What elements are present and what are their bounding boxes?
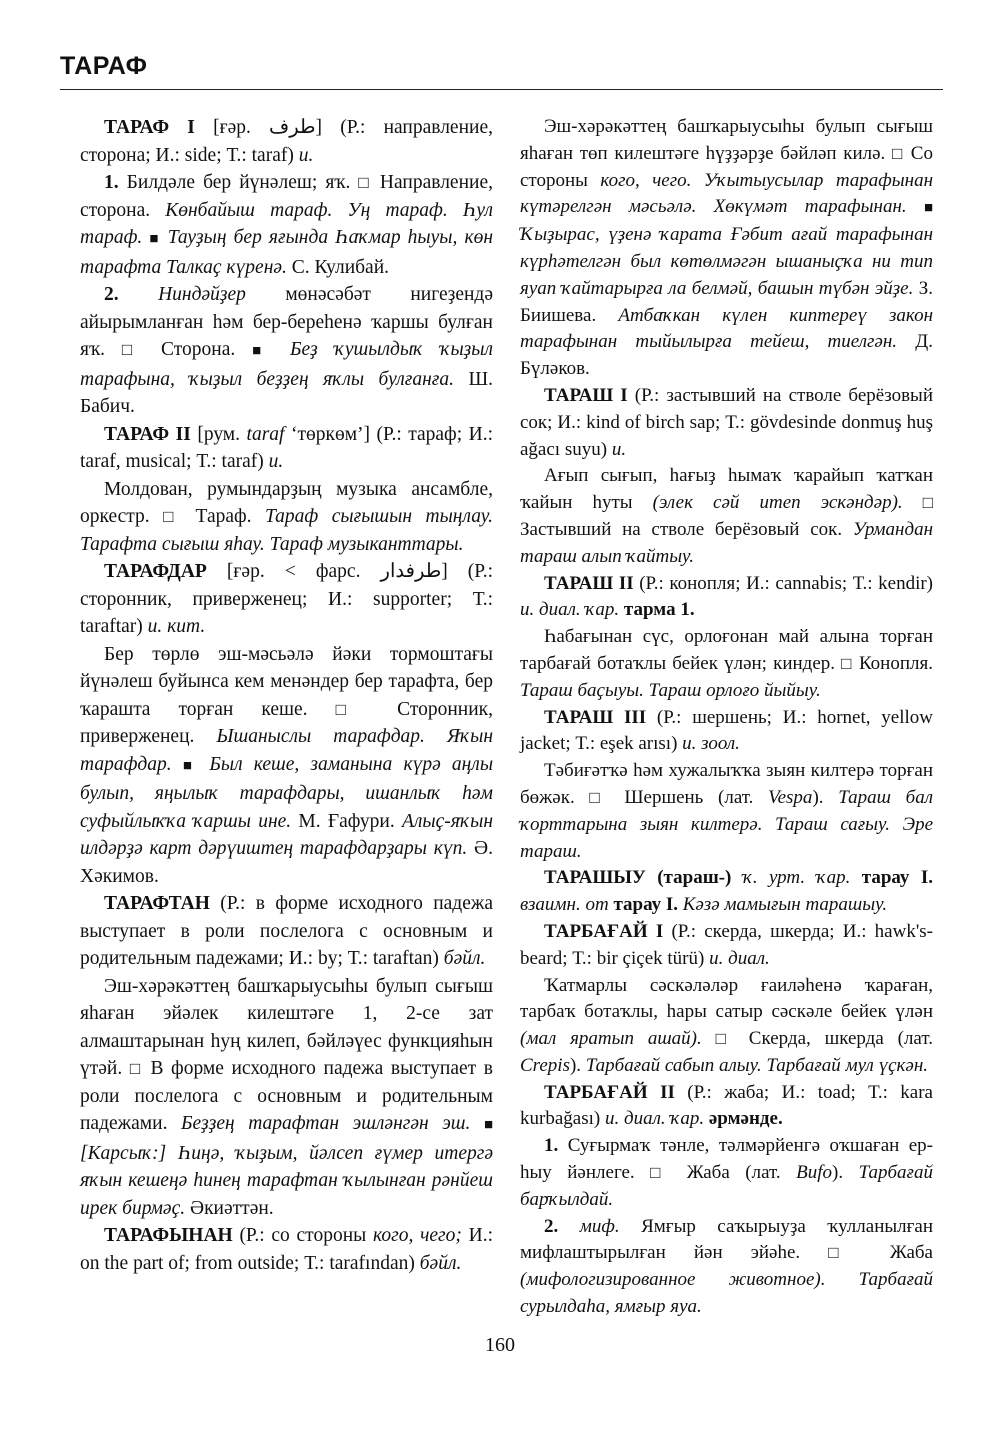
- entry-paragraph: [520, 571, 933, 625]
- header-rule: [60, 89, 943, 90]
- entry-paragraph: [520, 463, 933, 570]
- bold-term: ТАРАФ I: [104, 117, 195, 138]
- italic-text: и.: [268, 451, 284, 472]
- text-run: Ш. Бабич.: [80, 368, 493, 417]
- translation-square-icon: □: [358, 173, 372, 192]
- translation-square-icon: □: [589, 787, 610, 807]
- translation-square-icon: □: [828, 1243, 862, 1263]
- text-run: Ҡатмарлы сәскәләләр ғаиләһенә ҡараған, тарбаҡ ботаҡлы, һары сатыр сәскәле бейек үлән: [520, 974, 933, 1023]
- page-number: 160: [485, 1334, 515, 1356]
- bold-term: ТАРАШ II: [544, 572, 634, 594]
- bold-term: ТАРАФЫНАН: [104, 1225, 233, 1246]
- text-run: В форме исходного падежа выступает в роли послелога с основным и родительным падежами.: [80, 1058, 493, 1134]
- text-run: ).: [832, 1162, 859, 1184]
- entry-paragraph: [80, 114, 493, 169]
- text-run: (Р.: со стороны: [232, 1225, 373, 1246]
- text-run: Сторона.: [144, 339, 253, 360]
- italic-text: Тараш баҫыуы. Тараш орлоғо йыйыу.: [520, 679, 821, 701]
- bold-term: ТАРАФ II: [104, 423, 191, 445]
- text-run: [470, 1113, 484, 1134]
- entry-paragraph: [520, 383, 933, 463]
- text-run: Тараф.: [182, 506, 266, 527]
- text-run: طرف: [269, 117, 316, 138]
- italic-text: Алыҫ-яҡын илдәрҙә карт дәрүиштең тарафдарҙары күп.: [80, 810, 493, 859]
- text-run: Билдәле бер йүнәлеш; яҡ.: [118, 172, 359, 193]
- entry-paragraph: [520, 1080, 933, 1134]
- entry-paragraph: [520, 973, 933, 1080]
- italic-text: Vespa: [768, 786, 813, 808]
- translation-square-icon: □: [129, 1059, 143, 1078]
- entry-paragraph: [520, 1214, 933, 1321]
- italic-text: кого, чего;: [372, 1225, 462, 1246]
- italic-text: и.: [611, 438, 627, 460]
- italic-text: Тарбағай сабып алыу. Тарбағай мул үҫкән.: [585, 1054, 929, 1076]
- text-run: (Р.: конопля; И.: cannabis; Т.: kendir): [633, 572, 934, 594]
- bold-term: ТАРАШЫУ (тараш-): [544, 867, 732, 889]
- text-run: [907, 196, 924, 217]
- bold-term: ТАРАШ III: [544, 706, 647, 728]
- text-run: [850, 867, 861, 888]
- translation-square-icon: □: [891, 143, 905, 163]
- text-run: И.: on the part of; from outside; Т.: tarafından): [80, 1225, 494, 1274]
- text-run: Һабағынан сүс, орлоғонан май алына торған тарбағай ботаҡлы бейек үлән; киндер.: [520, 626, 933, 674]
- bold-term: ТАРАФДАР: [104, 561, 207, 582]
- text-run: ).: [812, 786, 839, 808]
- bold-term: ТАРАШ I: [544, 384, 628, 406]
- italic-text: Тауҙың бер яғында Һаҡмар һыуы, көн тарафта Талкаҫ күренә.: [80, 227, 494, 278]
- text-run: [903, 492, 923, 513]
- text-run: ] (Р.: сторонник, приверженец; И.: supporter; Т.: taraftar): [80, 561, 493, 637]
- italic-text: Был кеше, заманына күрә аңлы булып, яңылыҡ тарафдары, ишанлыҡ һәм суфыйлыҡҡа ҡаршы ине.: [80, 753, 494, 832]
- translation-square-icon: □: [715, 1029, 735, 1049]
- italic-text: Тарбағай сурылдаһа, ямғыр яуа.: [520, 1269, 933, 1318]
- text-run: [ғәр. < фарс.: [206, 561, 381, 582]
- running-head: ТАРАФ: [60, 52, 148, 80]
- text-run: З. Биишева.: [520, 277, 933, 326]
- text-run: [ғәр.: [194, 117, 270, 138]
- translation-square-icon: □: [335, 699, 370, 719]
- italic-text: Атбаҡкан күлен киптереү закон тарафынан тыйылырға тейеш, тиелгән.: [520, 304, 933, 353]
- text-run: Д. Бүләков.: [520, 331, 933, 380]
- text-run: мөнәсәбәт нигеҙендә айырымланған һәм бер-береһенә ҡаршы булған яҡ.: [80, 284, 493, 360]
- text-run: ).: [569, 1054, 586, 1076]
- text-run: ] (Р.: направление, сторона; И.: side; Т.: taraf): [80, 117, 493, 166]
- text-run: Бер төрлө эш-мәсьәлә йәки тормоштағы йүнәлеш буйынса кем менәндер бер тарафта, бер ҡараштa торған кеше.: [80, 643, 493, 720]
- example-block-icon: ■: [923, 200, 933, 217]
- italic-text: миф.: [579, 1215, 620, 1237]
- text-run: Конопля.: [852, 652, 933, 674]
- italic-text: Ниндәйҙер: [158, 284, 246, 305]
- entry-paragraph: [520, 1133, 933, 1213]
- text-run: [161, 227, 168, 248]
- text-run: طرفدار: [380, 561, 442, 582]
- example-block-icon: ■: [149, 231, 161, 247]
- italic-text: Көнбайыш тараф. Уң тараф. Һул тараф.: [80, 199, 493, 248]
- example-block-icon: ■: [182, 757, 199, 774]
- italic-text: Bufo: [796, 1162, 833, 1184]
- right-column: [520, 114, 933, 1321]
- italic-text: Тараш бал ҡорттарына зыян килтерә. Тараш сағыу. Эре тараш.: [520, 786, 933, 862]
- italic-text: и. кит.: [147, 616, 206, 637]
- italic-text: Crepis: [520, 1054, 570, 1076]
- entry-paragraph: [80, 1222, 493, 1277]
- text-run: [119, 284, 158, 305]
- bold-term: 1.: [104, 172, 119, 193]
- text-run: [198, 754, 209, 775]
- entry-paragraph: [80, 421, 493, 476]
- text-run: Суғырмаҡ тәнле, тәлмәрйенгә оҡшаған ер-һыу йәнлеге.: [520, 1135, 933, 1184]
- text-run: Жаба: [861, 1242, 933, 1264]
- italic-text: и. диал. ҡар.: [520, 599, 620, 621]
- entry-paragraph: [80, 641, 493, 891]
- bold-term: әрмәнде.: [708, 1108, 783, 1130]
- text-run: Эш-хәрәкәттең башҡарыусыһы булып сығыш яһаған эйәлек килештәге 1, 2-се зат алмаштарынан һуң килеп, бәйләүес функцияһын үтәй.: [80, 975, 493, 1079]
- text-run: [рум.: [190, 423, 247, 445]
- italic-text: Ҡыҙырас, үҙенә ҡарата Ғәбит ағай тарафынан күрһәтелгән был көтөлмәгән ышаныҫҡа ни тип яуап ҡайтарырға ла белмәй, башын түбән эйҙе.: [520, 224, 933, 299]
- text-run: (Р.: скерда, шкерда; И.: hawk's-beard; Т.: bir çiçek türü): [520, 920, 933, 969]
- text-run: Тәбиғәтҡә һәм хужалыҡҡа зыян килтерә торған бөжәк.: [520, 760, 933, 808]
- italic-text: и. диал. ҡар.: [604, 1108, 705, 1130]
- italic-text: Урмандан тараш алып ҡайтыу.: [520, 518, 933, 567]
- text-run: [731, 867, 742, 888]
- example-block-icon: ■: [483, 1117, 494, 1133]
- entry-paragraph: [520, 705, 933, 759]
- translation-square-icon: □: [121, 340, 145, 359]
- text-run: Направление, сторона.: [80, 172, 493, 221]
- italic-text: ҡ. урт. ҡар.: [742, 867, 851, 889]
- bold-term: тарау I.: [861, 867, 933, 889]
- italic-text: Кәзә мамығын тарашыу.: [682, 894, 888, 916]
- text-run: [825, 1269, 858, 1290]
- bold-term: 2.: [104, 284, 119, 305]
- entry-paragraph: [80, 890, 493, 973]
- text-run: (Р.: застывший на стволе берёзовый сок; И.: kind of birch sap; Т.: gövdesinde donmuş huş ağacı suyu): [520, 384, 933, 460]
- text-run: [273, 339, 290, 360]
- italic-text: бәйл.: [419, 1252, 462, 1274]
- text-run: М. Ғафури.: [291, 810, 402, 832]
- italic-text: Беҙ ҡушылдыҡ ҡыҙыл тарафына, ҡыҙыл беҙҙең яҡлы булғанға.: [80, 339, 494, 390]
- italic-text: бәйл.: [443, 948, 486, 969]
- italic-text: [Карсыҡ:] Һиңә, ҡыҙым, йәлсеп ғүмер итергә яҡын кешеңә һинең тарафтан ҡылынған рәнйеш ирек бирмәҫ.: [80, 1142, 493, 1219]
- text-run: Ағып сығып, һағыҙ һымаҡ ҡарайып ҡатҡан ҡайын һуты: [520, 465, 933, 514]
- entry-paragraph: [80, 169, 493, 281]
- italic-text: (мифологизированное животное).: [520, 1269, 826, 1291]
- entry-paragraph: [520, 114, 933, 383]
- bold-term: ТАРАФТАН: [104, 893, 210, 914]
- bold-term: тарау I.: [613, 894, 678, 916]
- entry-paragraph: [80, 558, 493, 641]
- text-run: Эш-хәрәкәттең башҡарыусыһы булып сығыш яһаған төп килештәге һүҙҙәрҙе бәйләп килә.: [520, 116, 933, 164]
- italic-text: Уҡытыусылар тарафынан күтәрелгән мәсьәлә. Хөкүмәт тарафынан.: [520, 169, 934, 218]
- text-run: Молдован, румындарҙың музыка ансамбле, оркестр.: [80, 478, 493, 527]
- text-run: (Р.: шершень; И.: hornet, yellow jacket; Т.: eşek arısı): [520, 706, 933, 755]
- text-run: Ә. Хәкимов.: [80, 838, 493, 887]
- italic-text: Тарбағай барҡылдай.: [520, 1162, 933, 1210]
- text-run: [558, 1216, 579, 1237]
- text-run: [691, 170, 703, 191]
- italic-text: и. диал.: [709, 947, 770, 969]
- bold-term: 1.: [544, 1135, 559, 1157]
- italic-text: (мал яратып ашай).: [520, 1028, 702, 1050]
- italic-text: Беҙҙең тарафтан эшләнгән эш.: [180, 1113, 471, 1134]
- left-column: [80, 114, 493, 1277]
- bold-term: 2.: [544, 1215, 559, 1237]
- entry-paragraph: [80, 281, 493, 421]
- text-run: Жаба (лат.: [671, 1162, 797, 1184]
- text-run: Застывший на стволе берёзовый сок.: [520, 518, 853, 540]
- text-run: Со стороны: [520, 142, 933, 191]
- entry-paragraph: [520, 919, 933, 973]
- bold-term: тарма 1.: [623, 599, 695, 621]
- translation-square-icon: □: [841, 653, 853, 673]
- text-run: [702, 1028, 716, 1049]
- text-run: Әкиәттән.: [185, 1197, 274, 1219]
- text-run: Ямғыр саҡырыуҙа ҡулланылған мифлаштырылған йән эйәһе.: [520, 1215, 934, 1264]
- italic-text: и. зоол.: [682, 733, 740, 755]
- text-run: (Р.: жаба; И.: toad; Т.: kara kurbağası): [520, 1081, 933, 1130]
- translation-square-icon: □: [163, 507, 183, 526]
- text-run: [172, 754, 183, 775]
- translation-square-icon: □: [922, 493, 934, 513]
- text-run: Шершень (лат.: [609, 786, 769, 808]
- bold-term: ТАРБАҒАЙ I: [544, 920, 664, 942]
- italic-text: Тараф сығышын тыңлау. Тарафта сығыш яһау. Тараф музыканттары.: [80, 506, 493, 555]
- italic-text: кого, чего.: [600, 169, 692, 191]
- text-run: Скерда, шкерда (лат.: [734, 1028, 933, 1050]
- translation-square-icon: □: [650, 1163, 672, 1183]
- text-run: Сторонник, приверженец.: [80, 698, 493, 747]
- entry-paragraph: [80, 973, 493, 1223]
- italic-text: и.: [298, 144, 314, 166]
- entry-paragraph: [520, 624, 933, 704]
- italic-text: (элек сәй итеп эскәндәр).: [652, 492, 903, 514]
- entry-paragraph: [520, 758, 933, 865]
- example-block-icon: ■: [252, 343, 274, 359]
- entry-paragraph: [520, 865, 933, 919]
- entry-paragraph: [80, 476, 493, 559]
- text-run: ‘төркөм’] (Р.: тараф; И.: taraf, musical; Т.: taraf): [80, 423, 493, 472]
- italic-text: taraf: [246, 423, 285, 445]
- text-run: С. Кулибай.: [286, 256, 390, 278]
- italic-text: взаимн. от: [520, 894, 609, 916]
- italic-text: Ышаныслы тарафдар. Яҡын тарафдар.: [80, 726, 493, 775]
- bold-term: ТАРБАҒАЙ II: [544, 1081, 675, 1103]
- text-run: (Р.: в форме исходного падежа выступает в роли послелога с основным и родительным падежами; И.: by; Т.: taraftan): [80, 893, 493, 969]
